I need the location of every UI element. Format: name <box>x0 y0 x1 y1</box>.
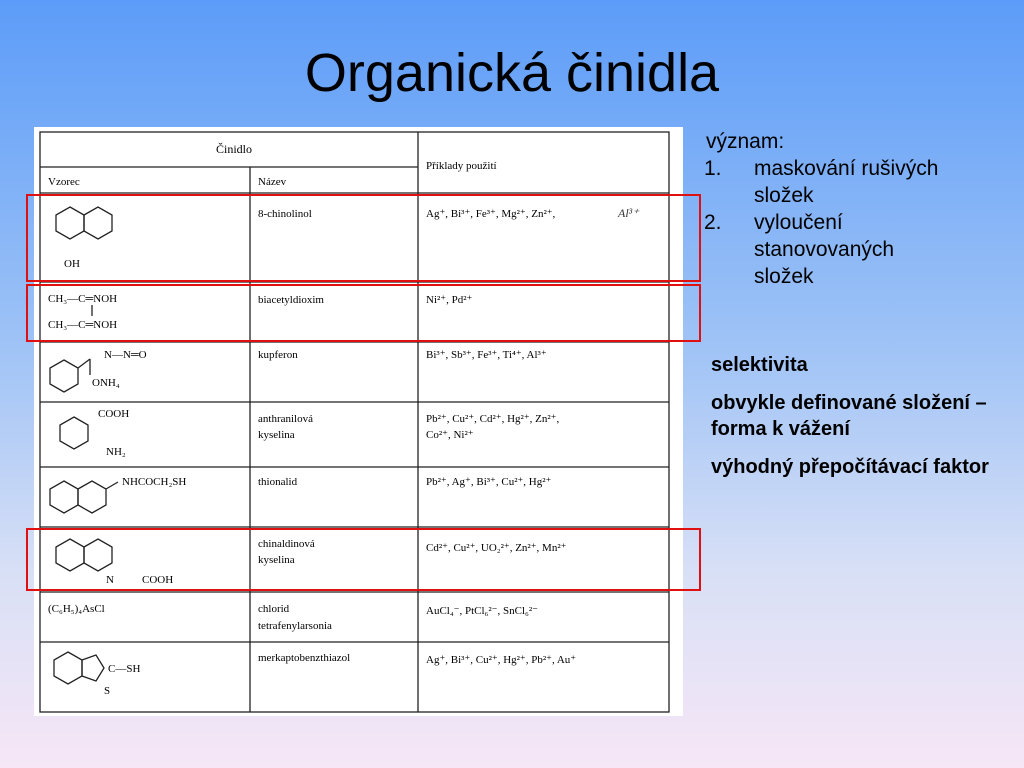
reagent-name: anthranilová <box>258 413 313 425</box>
list-item: složek <box>754 265 814 288</box>
list-item: maskování rušivých <box>754 157 939 180</box>
list-item: složek <box>754 184 814 207</box>
highlight-biacetyldioxim <box>26 284 701 342</box>
reagent-name: merkaptobenzthiazol <box>258 652 351 664</box>
formula-label: NH₂ <box>106 446 126 458</box>
header-reagent: Činidlo <box>215 142 253 156</box>
formula-label: CH₃—C═NOH <box>48 293 118 305</box>
reagent-name: biacetyldioxim <box>258 294 324 306</box>
formula-label: COOH <box>98 408 130 420</box>
header-formula: Vzorec <box>48 176 80 188</box>
meaning-list <box>704 128 939 288</box>
meaning-heading: význam: <box>706 130 785 153</box>
list-item: stanovovaných <box>754 238 895 261</box>
reagent-name: chlorid <box>258 603 290 615</box>
formula-label: OH <box>64 258 80 270</box>
reagent-name: tetrafenylarsonia <box>258 620 332 632</box>
list-number: 2. <box>704 211 722 234</box>
formula-label: NHCOCH₂SH <box>122 476 187 488</box>
reagent-name: chinaldinová <box>258 538 315 550</box>
formula-label: N <box>106 574 114 586</box>
header-name: Název <box>258 176 287 188</box>
table-row <box>98 408 559 458</box>
reagent-use: Co²⁺, Ni²⁺ <box>426 429 474 441</box>
handwritten-note: Al³⁺ <box>618 206 639 220</box>
formula-label: ONH₄ <box>92 377 120 389</box>
formula-label: COOH <box>142 574 174 586</box>
list-number: 1. <box>704 157 722 180</box>
note-defined-composition: obvykle definované složení –forma k vážení <box>711 392 987 440</box>
header-use: Příklady použití <box>426 160 497 172</box>
table-row <box>104 652 576 697</box>
table-row <box>122 476 552 488</box>
reagent-use: Pb²⁺, Ag⁺, Bi³⁺, Cu²⁺, Hg²⁺ <box>426 476 552 488</box>
reagent-name: kupferon <box>258 349 298 361</box>
reagent-use: Ag⁺, Bi³⁺, Cu²⁺, Hg²⁺, Pb²⁺, Au⁺ <box>426 654 577 666</box>
highlight-chinaldinova <box>26 528 701 591</box>
reagent-use: Ag⁺, Bi³⁺, Fe³⁺, Mg²⁺, Zn²⁺, <box>426 208 556 220</box>
note-conversion-factor: výhodný přepočítávací faktor <box>711 456 989 478</box>
formula-label: (C₆H₅)₄AsCl <box>48 603 105 615</box>
slide-title: Organická činidla <box>304 43 720 103</box>
notes-block <box>711 352 1011 492</box>
formula-label: CH₃—C═NOH <box>48 319 118 331</box>
reagent-name: kyselina <box>258 429 295 441</box>
reagent-use: Pb²⁺, Cu²⁺, Cd²⁺, Hg²⁺, Zn²⁺, <box>426 413 560 425</box>
formula-label: N—N═O <box>104 349 147 361</box>
reagent-use: Cd²⁺, Cu²⁺, UO₂²⁺, Zn²⁺, Mn²⁺ <box>426 542 567 554</box>
formula-label: C—SH <box>108 663 141 675</box>
reagent-use: Ni²⁺, Pd²⁺ <box>426 294 473 306</box>
highlight-8-chinolinol <box>26 194 701 282</box>
reagent-use: AuCl₄⁻, PtCl₆²⁻, SnCl₆²⁻ <box>426 605 538 617</box>
reagent-name: kyselina <box>258 554 295 566</box>
list-item: vyloučení <box>754 211 843 234</box>
note-selectivity: selektivita <box>711 354 808 376</box>
reagent-use: Bi³⁺, Sb³⁺, Fe³⁺, Ti⁴⁺, Al³⁺ <box>426 349 547 361</box>
table-row <box>92 349 547 389</box>
formula-label: S <box>104 685 111 697</box>
reagent-name: 8-chinolinol <box>258 208 312 220</box>
reagent-name: thionalid <box>258 476 298 488</box>
table-row <box>48 603 538 632</box>
